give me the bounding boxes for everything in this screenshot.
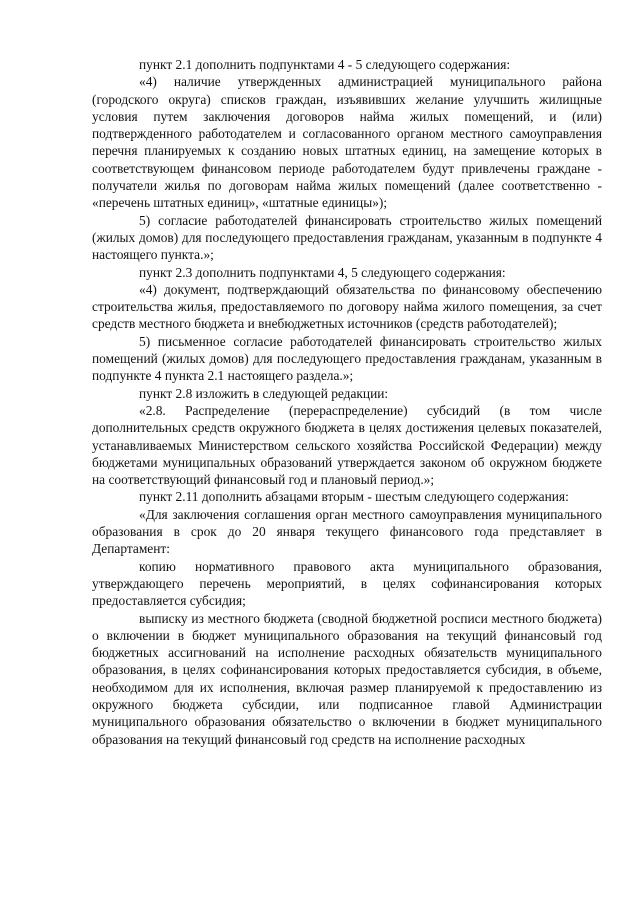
- paragraph-normative-act-copy: копию нормативного правового акта муниципального образования, утверждающего перечень мероприятий, в целях софинансирования которых предоставляется субсидия;: [92, 558, 602, 609]
- paragraph-2-8-distribution: «2.8. Распределение (перераспределение) субсидий (в том числе дополнительных средств окружного бюджета в целях достижения целевых показателей, устанавливаемых Министерством сельского хозяйства Российской Федерации) между бюджетами муниципальных образований утверждается законом об окружном бюджете на соответствующий финансовый год и плановый период.»;: [92, 402, 602, 488]
- paragraph-amend-2-1-intro: пункт 2.1 дополнить подпунктами 4 - 5 следующего содержания:: [139, 57, 511, 72]
- paragraph-subpoint-4-lists: «4) наличие утвержденных администрацией муниципального района (городского округа) списков граждан, изъявивших желание улучшить жилищные условия путем заключения договоров найма жилых помещений, и (или) подтвержденного работодателем и согласованного органом местного самоуправления перечня планируемых к созданию новых штатных единиц, на замещение которых в соответствующем финансовом периоде работодателем будут привлечены граждане - получатели жилья по договорам найма жилых помещений (далее соответственно - «перечень штатных единиц», «штатные единицы»);: [92, 74, 602, 211]
- paragraph-subpoint-4-document: «4) документ, подтверждающий обязательства по финансовому обеспечению строительства жилья, предоставляемого по договору найма жилого помещения, за счет средств местного бюджета и внебюджетных источников (средств работодателей);: [92, 281, 602, 332]
- paragraph-amend-2-8-intro: пункт 2.8 изложить в следующей редакции:: [139, 385, 389, 401]
- paragraph-amend-2-3-intro: пункт 2.3 дополнить подпунктами 4, 5 следующего содержания:: [139, 264, 506, 280]
- paragraph-budget-extract: выписку из местного бюджета (сводной бюджетной росписи местного бюджета) о включении в бюджет муниципального образования на текущий финансовый год бюджетных ассигнований на исполнение расходных обязательств муниципального образования, в целях софинансирования которых предоставляется субсидия, в объеме, необходимом для их исполнения, включая размер планируемой к предоставлению из окружного бюджета субсидии, или подписанное главой Администрации муниципального образования обязательство о включении в бюджет муниципального образования на текущий финансовый год средств на исполнение расходных: [92, 610, 602, 747]
- paragraph-subpoint-5-written-consent: 5) письменное согласие работодателей финансировать строительство жилых помещений (жилых домов) для последующего предоставления гражданам, указанным в подпункте 4 пункта 2.1 настоящего раздела.»;: [92, 333, 602, 384]
- paragraph-subpoint-5-consent: 5) согласие работодателей финансировать строительство жилых помещений (жилых домов) для последующего предоставления гражданам, указанным в подпункте 4 настоящего пункта.»;: [92, 212, 602, 263]
- paragraph-amend-2-11-intro: пункт 2.11 дополнить абзацами вторым - шестым следующего содержания:: [139, 489, 569, 505]
- document-page: [92, 56, 602, 748]
- paragraph-agreement-submission: «Для заключения соглашения орган местного самоуправления муниципального образования в срок до 20 января текущего финансового года представляет в Департамент:: [92, 506, 602, 557]
